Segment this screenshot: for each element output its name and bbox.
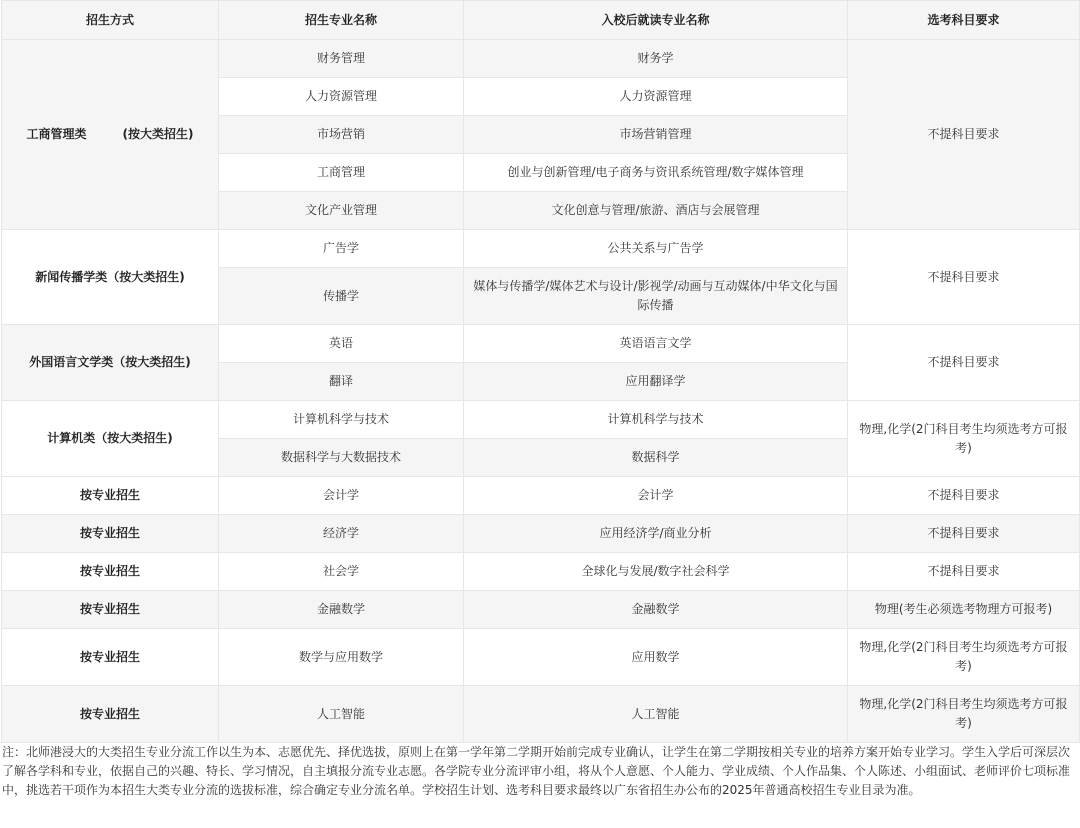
admission-major-cell: 翻译	[219, 363, 464, 401]
subject-requirement-cell: 不提科目要求	[848, 40, 1080, 230]
table-row	[2, 515, 1080, 553]
study-major-cell: 应用数学	[464, 629, 848, 686]
study-major-cell: 数据科学	[464, 439, 848, 477]
admission-major-cell: 金融数学	[219, 591, 464, 629]
admission-major-cell: 英语	[219, 325, 464, 363]
subject-requirement-cell: 不提科目要求	[848, 325, 1080, 401]
table-row	[2, 591, 1080, 629]
subject-requirement-cell: 不提科目要求	[848, 230, 1080, 325]
subject-requirement-cell: 不提科目要求	[848, 515, 1080, 553]
admission-major-cell: 财务管理	[219, 40, 464, 78]
admission-major-cell: 文化产业管理	[219, 192, 464, 230]
admission-method-cell: 新闻传播学类（按大类招生)	[2, 230, 219, 325]
table-row	[2, 40, 1080, 78]
subject-requirement-cell: 物理,化学(2门科目考生均须选考方可报考)	[848, 401, 1080, 477]
admission-method-cell: 计算机类（按大类招生)	[2, 401, 219, 477]
admission-method-cell: 按专业招生	[2, 686, 219, 743]
study-major-cell: 财务学	[464, 40, 848, 78]
admission-major-cell: 社会学	[219, 553, 464, 591]
header-study-major: 入校后就读专业名称	[464, 1, 848, 40]
study-major-cell: 应用经济学/商业分析	[464, 515, 848, 553]
header-admission-major: 招生专业名称	[219, 1, 464, 40]
study-major-cell: 全球化与发展/数字社会科学	[464, 553, 848, 591]
admissions-table	[1, 0, 1080, 743]
study-major-cell: 会计学	[464, 477, 848, 515]
admission-major-cell: 计算机科学与技术	[219, 401, 464, 439]
admission-method-cell: 工商管理类 (按大类招生)	[2, 40, 219, 230]
table-row	[2, 629, 1080, 686]
admission-major-cell: 人工智能	[219, 686, 464, 743]
table-row	[2, 477, 1080, 515]
table-row	[2, 686, 1080, 743]
study-major-cell: 媒体与传播学/媒体艺术与设计/影视学/动画与互动媒体/中华文化与国际传播	[464, 268, 848, 325]
admission-method-cell: 外国语言文学类（按大类招生)	[2, 325, 219, 401]
subject-requirement-cell: 不提科目要求	[848, 477, 1080, 515]
study-major-cell: 文化创意与管理/旅游、酒店与会展管理	[464, 192, 848, 230]
admission-method-cell: 按专业招生	[2, 591, 219, 629]
header-subject-requirement: 选考科目要求	[848, 1, 1080, 40]
admission-major-cell: 广告学	[219, 230, 464, 268]
admission-method-cell: 按专业招生	[2, 629, 219, 686]
study-major-cell: 公共关系与广告学	[464, 230, 848, 268]
subject-requirement-cell: 不提科目要求	[848, 553, 1080, 591]
study-major-cell: 创业与创新管理/电子商务与资讯系统管理/数字媒体管理	[464, 154, 848, 192]
table-row	[2, 325, 1080, 363]
admission-major-cell: 数学与应用数学	[219, 629, 464, 686]
study-major-cell: 英语语言文学	[464, 325, 848, 363]
table-row	[2, 230, 1080, 268]
header-admission-method: 招生方式	[2, 1, 219, 40]
admission-major-cell: 人力资源管理	[219, 78, 464, 116]
study-major-cell: 人力资源管理	[464, 78, 848, 116]
study-major-cell: 计算机科学与技术	[464, 401, 848, 439]
admission-major-cell: 会计学	[219, 477, 464, 515]
subject-requirement-cell: 物理,化学(2门科目考生均须选考方可报考)	[848, 629, 1080, 686]
table-row	[2, 401, 1080, 439]
admission-major-cell: 数据科学与大数据技术	[219, 439, 464, 477]
admission-major-cell: 工商管理	[219, 154, 464, 192]
admission-method-cell: 按专业招生	[2, 515, 219, 553]
admission-method-cell: 按专业招生	[2, 553, 219, 591]
study-major-cell: 应用翻译学	[464, 363, 848, 401]
admission-method-cell: 按专业招生	[2, 477, 219, 515]
study-major-cell: 金融数学	[464, 591, 848, 629]
admission-major-cell: 市场营销	[219, 116, 464, 154]
footnote: 注：北师港浸大的大类招生专业分流工作以生为本、志愿优先、择优选拔，原则上在第一学年第二学期开始前完成专业确认，让学生在第二学期按相关专业的培养方案开始专业学习。学生入学后可深层次了解各学科和专业，依据自己的兴趣、特长、学习情况，自主填报分流专业志愿。各学院专业分流评审小组，将从个人意愿、个人能力、学业成绩、个人作品集、个人陈述、小组面试、老师评价七项标准中，挑选若干项作为本招生大类专业分流的选拔标准，综合确定专业分流名单。学校招生计划、选考科目要求最终以广东省招生办公布的2025年普通高校招生专业目录为准。	[2, 745, 1071, 797]
study-major-cell: 市场营销管理	[464, 116, 848, 154]
study-major-cell: 人工智能	[464, 686, 848, 743]
admission-major-cell: 经济学	[219, 515, 464, 553]
subject-requirement-cell: 物理(考生必须选考物理方可报考)	[848, 591, 1080, 629]
table-row	[2, 553, 1080, 591]
subject-requirement-cell: 物理,化学(2门科目考生均须选考方可报考)	[848, 686, 1080, 743]
admission-major-cell: 传播学	[219, 268, 464, 325]
